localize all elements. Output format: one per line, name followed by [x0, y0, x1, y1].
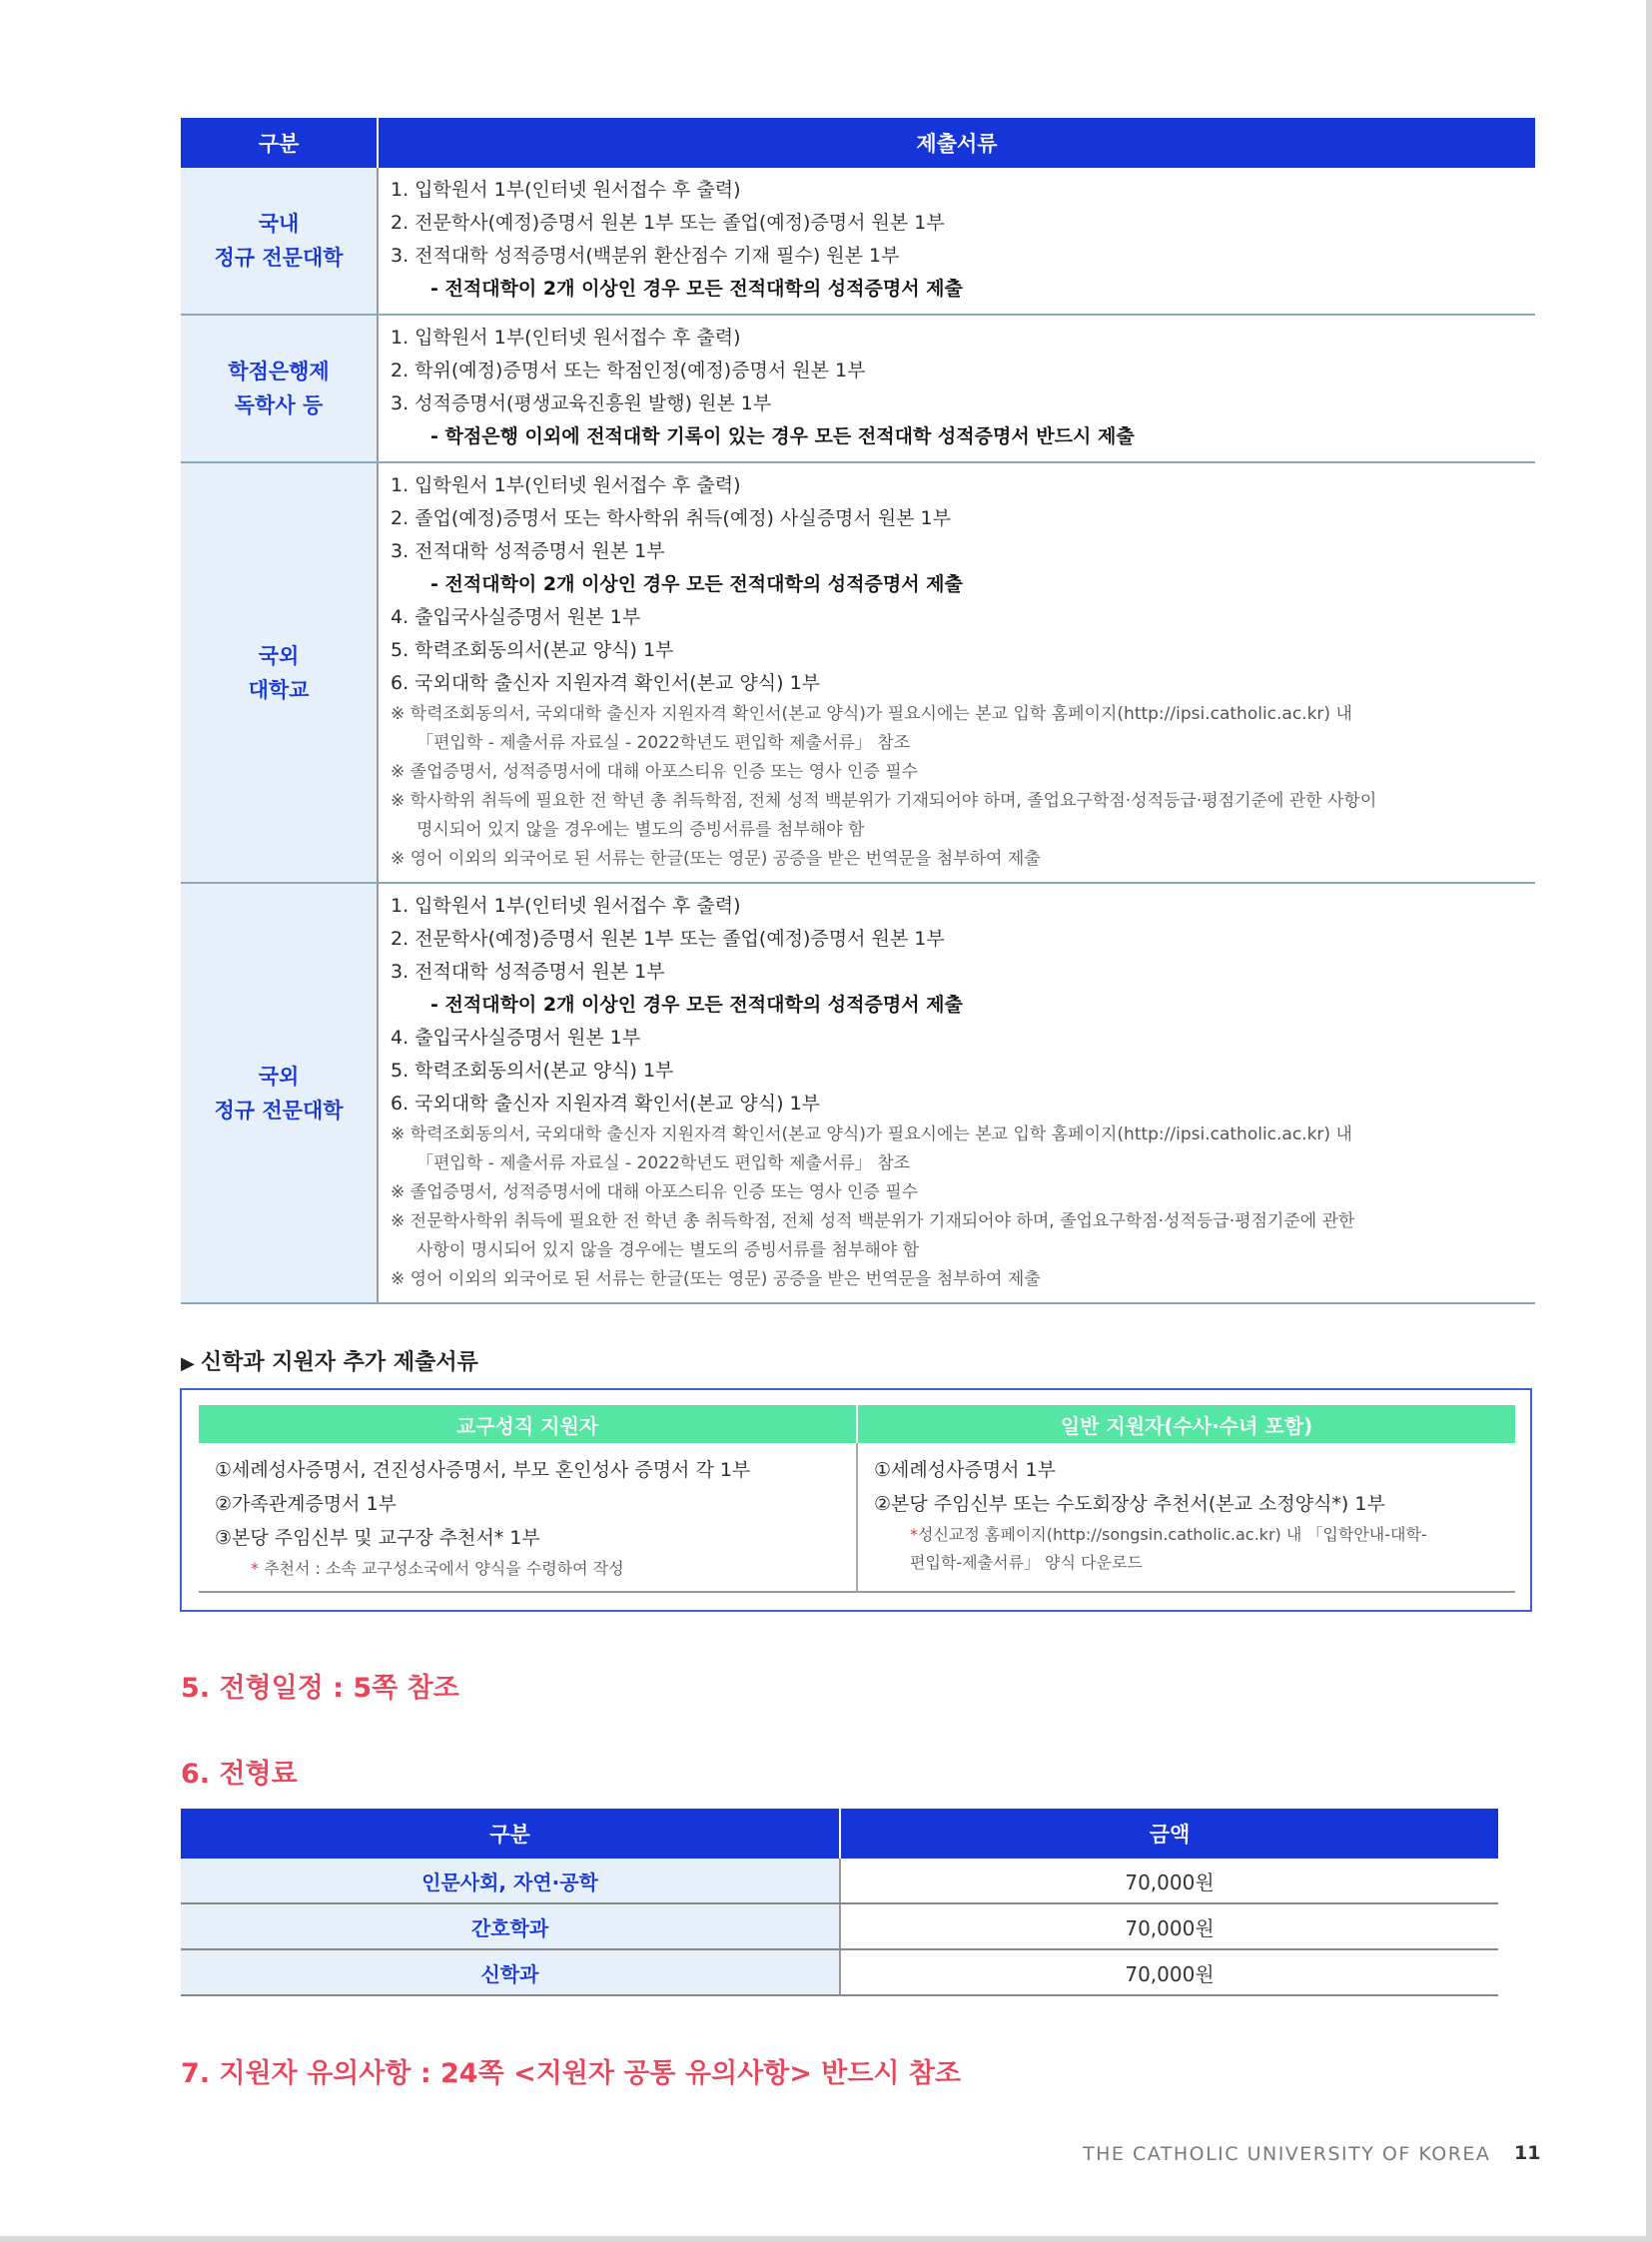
diocesan-item: ③본당 주임신부 및 교구장 추천서* 1부: [215, 1527, 540, 1549]
document-item: 1. 입학원서 1부(인터넷 원서접수 후 출력): [391, 895, 741, 917]
category-label: 국내: [258, 212, 300, 236]
document-item: 3. 전적대학 성적증명서 원본 1부: [391, 540, 665, 562]
category-label: 학점은행제: [228, 360, 330, 383]
document-subnote: - 학점은행 이외에 전적대학 기록이 있는 경우 모든 전적대학 성적증명서 반드시 제출: [430, 425, 1135, 447]
documents-table-body: [181, 168, 1535, 1303]
category-label: 대학교: [248, 677, 310, 702]
header-documents: 제출서류: [378, 118, 1535, 168]
documents-cell: [378, 168, 1535, 315]
category-cell: [181, 168, 378, 315]
documents-cell: [378, 462, 1535, 883]
fee-row-amount: 70,000원: [840, 1859, 1498, 1903]
document-note: 사항이 명시되어 있지 않을 경우에는 별도의 증빙서류를 첨부해야 함: [416, 1240, 920, 1260]
documents-row: [181, 883, 1535, 1303]
category-label: 국외: [258, 1064, 300, 1089]
header-category: 구분: [181, 118, 378, 168]
fee-row: [181, 1949, 1498, 1995]
asterisk-marker: *: [910, 1525, 918, 1544]
fee-table: [181, 1809, 1498, 1996]
category-cell: [181, 462, 378, 883]
fee-row-label: 신학과: [181, 1949, 840, 1995]
fee-row-label: 인문사회, 자연·공학: [181, 1859, 840, 1903]
diocesan-note: * 추천서 : 소속 교구성소국에서 양식을 수령하여 작성: [251, 1559, 624, 1578]
document-subnote: - 전적대학이 2개 이상인 경우 모든 전적대학의 성적증명서 제출: [430, 994, 963, 1016]
section-5-heading: 5. 전형일정 : 5쪽 참조: [181, 1673, 459, 1704]
page-number: 11: [1514, 2142, 1541, 2164]
document-item: 5. 학력조회동의서(본교 양식) 1부: [391, 639, 674, 661]
general-note: 편입학-제출서류」 양식 다운로드: [910, 1553, 1143, 1572]
asterisk-marker: *: [251, 1559, 259, 1578]
theology-diocesan-cell: [199, 1443, 857, 1592]
page-edge-bottom: [0, 2236, 1652, 2242]
document-item: 1. 입학원서 1부(인터넷 원서접수 후 출력): [391, 179, 741, 201]
diocesan-item: ①세례성사증명서, 견진성사증명서, 부모 혼인성사 증명서 각 1부: [215, 1459, 751, 1481]
documents-row: [181, 462, 1535, 883]
document-note: ※ 영어 이외의 외국어로 된 서류는 한글(또는 영문) 공증을 받은 번역문을 첨부하여 제출: [391, 849, 1041, 869]
theology-header-general: 일반 지원자(수사·수녀 포함): [857, 1405, 1515, 1443]
document-note: ※ 졸업증명서, 성적증명서에 대해 아포스티유 인증 또는 영사 인증 필수: [391, 762, 919, 782]
category-cell: [181, 315, 378, 462]
document-note: 「편입학 - 제출서류 자료실 - 2022학년도 편입학 제출서류」 참조: [416, 1153, 911, 1173]
document-item: 3. 전적대학 성적증명서 원본 1부: [391, 961, 665, 983]
document-item: 3. 전적대학 성적증명서(백분위 환산점수 기재 필수) 원본 1부: [391, 245, 900, 267]
theology-heading: [181, 1345, 478, 1376]
document-note: ※ 학력조회동의서, 국외대학 출신자 지원자격 확인서(본교 양식)가 필요시에는 본교 입학 홈페이지(http://ipsi.catholic.ac.kr) 내: [391, 704, 1352, 724]
documents-table: [181, 118, 1535, 1304]
theology-box: [180, 1388, 1532, 1612]
fee-row: [181, 1903, 1498, 1949]
footer-university-name: THE CATHOLIC UNIVERSITY OF KOREA: [1083, 2143, 1491, 2165]
general-item: ①세례성사증명서 1부: [874, 1459, 1056, 1481]
document-item: 6. 국외대학 출신자 지원자격 확인서(본교 양식) 1부: [391, 1093, 821, 1115]
page-edge-right: [1646, 0, 1652, 2242]
diocesan-item: ②가족관계증명서 1부: [215, 1493, 397, 1515]
document-item: 3. 성적증명서(평생교육진흥원 발행) 원본 1부: [391, 392, 772, 414]
document-item: 2. 졸업(예정)증명서 또는 학사학위 취득(예정) 사실증명서 원본 1부: [391, 507, 951, 529]
category-label: 독학사 등: [234, 393, 324, 417]
section-7-heading: 7. 지원자 유의사항 : 24쪽 <지원자 공통 유의사항> 반드시 참조: [181, 2058, 962, 2089]
document-item: 6. 국외대학 출신자 지원자격 확인서(본교 양식) 1부: [391, 672, 821, 694]
triangle-marker-icon: ▶: [181, 1353, 195, 1374]
document-item: 4. 출입국사실증명서 원본 1부: [391, 606, 641, 628]
documents-row: [181, 315, 1535, 462]
document-note: ※ 전문학사학위 취득에 필요한 전 학년 총 취득학점, 전체 성적 백분위가 기재되어야 하며, 졸업요구학점·성적등급·평점기준에 관한: [391, 1211, 1355, 1231]
fee-row-amount: 70,000원: [840, 1949, 1498, 1995]
fee-row-label: 간호학과: [181, 1903, 840, 1949]
document-item: 1. 입학원서 1부(인터넷 원서접수 후 출력): [391, 327, 741, 349]
category-label: 국외: [258, 643, 300, 668]
document-item: 2. 전문학사(예정)증명서 원본 1부 또는 졸업(예정)증명서 원본 1부: [391, 928, 945, 950]
document-note: ※ 영어 이외의 외국어로 된 서류는 한글(또는 영문) 공증을 받은 번역문을 첨부하여 제출: [391, 1269, 1041, 1289]
theology-general-cell: [857, 1443, 1515, 1592]
documents-row: [181, 168, 1535, 315]
section-6-heading: 6. 전형료: [181, 1759, 298, 1790]
category-cell: [181, 883, 378, 1303]
category-label: 정규 전문대학: [214, 1098, 344, 1122]
theology-table: [199, 1405, 1515, 1593]
fee-header-amount: 금액: [840, 1809, 1498, 1859]
document-note: 명시되어 있지 않을 경우에는 별도의 증빙서류를 첨부해야 함: [416, 820, 865, 840]
documents-cell: [378, 883, 1535, 1303]
theology-heading-text: 신학과 지원자 추가 제출서류: [200, 1350, 478, 1375]
document-note: ※ 학사학위 취득에 필요한 전 학년 총 취득학점, 전체 성적 백분위가 기재되어야 하며, 졸업요구학점·성적등급·평점기준에 관한 사항이: [391, 791, 1377, 811]
document-item: 5. 학력조회동의서(본교 양식) 1부: [391, 1060, 674, 1082]
document-subnote: - 전적대학이 2개 이상인 경우 모든 전적대학의 성적증명서 제출: [430, 278, 963, 300]
document-item: 4. 출입국사실증명서 원본 1부: [391, 1027, 641, 1049]
documents-cell: [378, 315, 1535, 462]
fee-row-amount: 70,000원: [840, 1903, 1498, 1949]
document-subnote: - 전적대학이 2개 이상인 경우 모든 전적대학의 성적증명서 제출: [430, 573, 963, 595]
document-note: ※ 졸업증명서, 성적증명서에 대해 아포스티유 인증 또는 영사 인증 필수: [391, 1182, 919, 1202]
document-note: ※ 학력조회동의서, 국외대학 출신자 지원자격 확인서(본교 양식)가 필요시에는 본교 입학 홈페이지(http://ipsi.catholic.ac.kr) 내: [391, 1124, 1352, 1144]
document-note: 「편입학 - 제출서류 자료실 - 2022학년도 편입학 제출서류」 참조: [416, 733, 911, 753]
general-item: ②본당 주임신부 또는 수도회장상 추천서(본교 소정양식*) 1부: [874, 1493, 1385, 1515]
fee-header-category: 구분: [181, 1809, 840, 1859]
general-note: *성신교정 홈페이지(http://songsin.catholic.ac.kr) 내 「입학안내-대학-: [910, 1525, 1427, 1544]
theology-header-diocesan: 교구성직 지원자: [199, 1405, 857, 1443]
category-label: 정규 전문대학: [214, 246, 344, 270]
document-item: 1. 입학원서 1부(인터넷 원서접수 후 출력): [391, 474, 741, 496]
document-item: 2. 학위(예정)증명서 또는 학점인정(예정)증명서 원본 1부: [391, 360, 866, 381]
documents-table-header: [181, 118, 1535, 168]
fee-row: [181, 1859, 1498, 1903]
document-item: 2. 전문학사(예정)증명서 원본 1부 또는 졸업(예정)증명서 원본 1부: [391, 212, 945, 234]
